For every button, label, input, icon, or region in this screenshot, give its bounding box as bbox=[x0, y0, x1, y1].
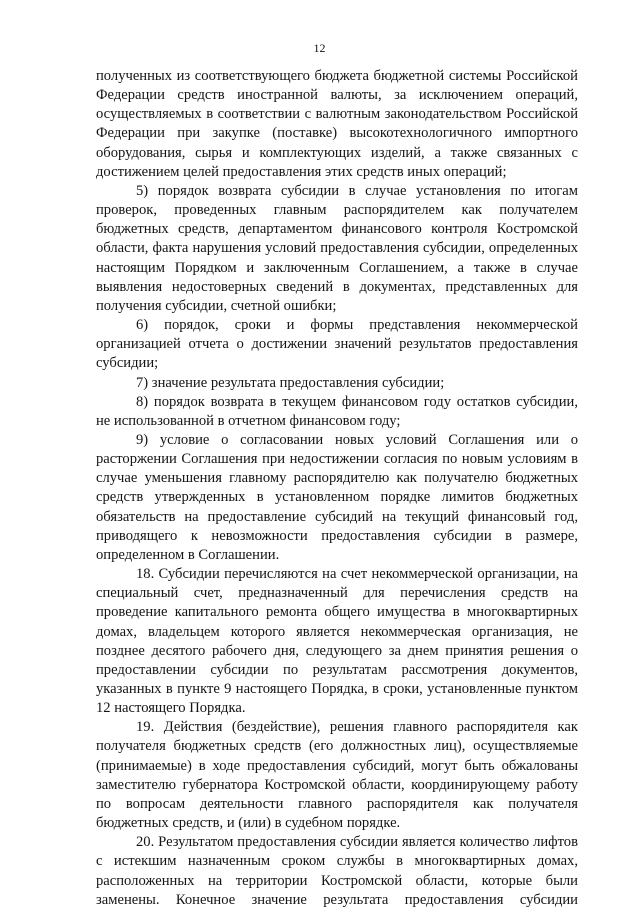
page-number: 12 bbox=[313, 41, 326, 55]
paragraph-continuation: полученных из соответствующего бюджета бюджетной системы Российской Федерации средств иностранной валюты, за исключением операций, осуществляемых в соответствии с валютным законодательством Российской Федерации при закупке (поставке) высокотехнологичного импортного оборудования, сырья и комплектующих изделий, а также связанных с достижением целей предоставления этих средств иных операций; bbox=[96, 68, 578, 180]
document-body bbox=[96, 67, 578, 910]
paragraph-clause-20: 20. Результатом предоставления субсидии является количество лифтов с истекшим назначенным сроком службы в многоквартирных домах, расположенных на территории Костромской области, которые были заменены. Конечное значение результата предоставления субсидии bbox=[96, 834, 578, 908]
paragraph-clause-19: 19. Действия (бездействие), решения главного распорядителя как получателя бюджетных средств (его должностных лиц), осуществляемые (принимаемые) в ходе предоставления субсидий, могут быть обжалованы заместителю губернатора Костромской области, координирующему работу по вопросам деятельности главного распорядителя как получателя бюджетных средств, и (или) в судебном порядке. bbox=[96, 719, 578, 832]
paragraph-item-5: 5) порядок возврата субсидии в случае установления по итогам проверок, проведенных главным распорядителем как получателем бюджетных средств, департаментом финансового контроля Костромской области, факта нарушения условий предоставления субсидии, определенных настоящим Порядком и заключенным Соглашением, а также в случае выявления недостоверных сведений в документах, представленных для получения субсидии, счетной ошибки; bbox=[96, 182, 578, 314]
paragraph-item-7: 7) значение результата предоставления субсидии; bbox=[136, 374, 445, 391]
paragraph-clause-18: 18. Субсидии перечисляются на счет некоммерческой организации, на специальный счет, предназначенный для перечисления средств на проведение капитального ремонта общего имущества в многоквартирных домах, владельцем которого является некоммерческая организация, не позднее десятого рабочего дня, следующего за днем принятия решения о предоставлении субсидии по результатам рассмотрения документов, указанных в пункте 9 настоящего Порядка, в сроки, установленные пунктом 12 настоящего Порядка. bbox=[96, 566, 578, 717]
paragraph-item-9: 9) условие о согласовании новых условий Соглашения или о расторжении Соглашения при недостижении согласия по новым условиям в случае уменьшения главному распорядителю как получателю бюджетных средств утвержденных в установленном порядке лимитов бюджетных обязательств на предоставление субсидий на текущий финансовый год, приводящего к невозможности предоставления субсидии в размере, определенном в Соглашении. bbox=[96, 431, 578, 563]
paragraph-item-6: 6) порядок, сроки и формы представления некоммерческой организацией отчета о достижении значений результатов предоставления субсидии; bbox=[96, 317, 578, 372]
paragraph-item-8: 8) порядок возврата в текущем финансовом году остатков субсидии, не использованной в отчетном финансовом году; bbox=[96, 393, 578, 429]
